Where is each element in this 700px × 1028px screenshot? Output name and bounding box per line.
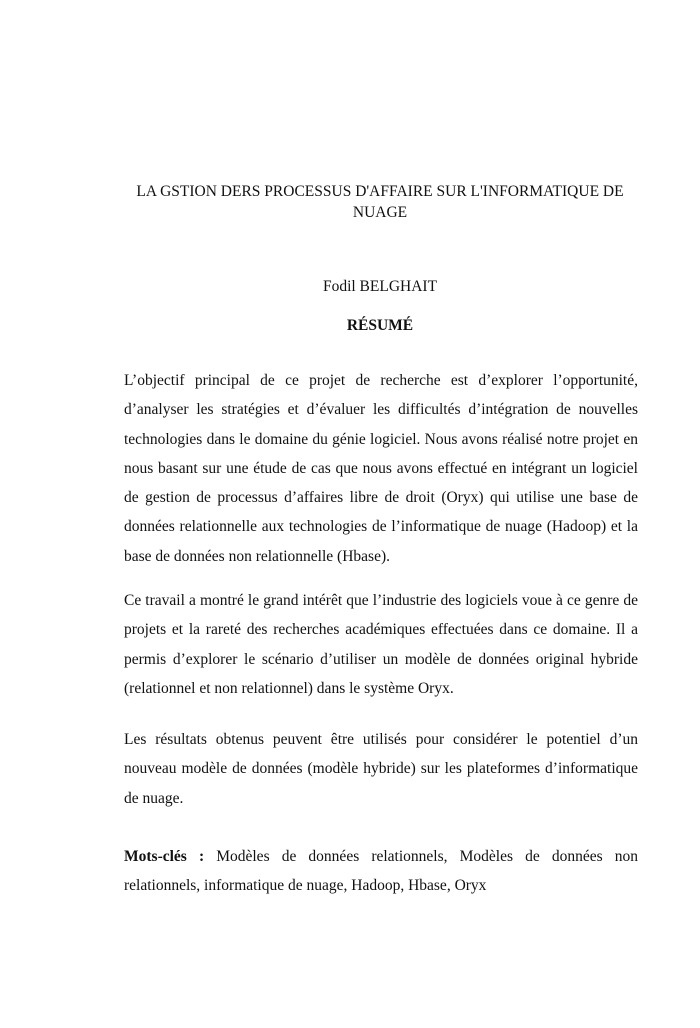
abstract-paragraph-3: Les résultats obtenus peuvent être utilisés pour considérer le potentiel d’un nouveau modèle de données (modèle hybride) sur les plateformes d’informatique de nuage. [124,731,638,807]
document-title: LA GSTION DERS PROCESSUS D'AFFAIRE SUR L'INFORMATIQUE DE NUAGE [136,183,624,221]
keywords-paragraph [124,842,638,901]
keywords-label: Mots-clés : [124,848,205,865]
keywords-text: Modèles de données relationnels, Modèles de données non relationnels, informatique de nuage, Hadoop, Hbase, Oryx [124,848,638,895]
abstract-paragraph-1: L’objectif principal de ce projet de recherche est d’explorer l’opportunité, d’analyser les stratégies et d’évaluer les difficultés d’intégration de nouvelles technologies dans le domaine du génie logiciel. Nous avons réalisé notre projet en nous basant sur une étude de cas que nous avons effectué en intégrant un logiciel de gestion de processus d’affaires libre de droit (Oryx) qui utilise une base de données relationnelle aux technologies de l’informatique de nuage (Hadoop) et la base de données non relationnelle (Hbase). [124,372,638,565]
author-name: Fodil BELGHAIT [322,278,438,295]
abstract-heading: RÉSUMÉ [346,317,414,334]
abstract-paragraph-2: Ce travail a montré le grand intérêt que l’industrie des logiciels voue à ce genre de projets et la rareté des recherches académiques effectuées dans ce domaine. Il a permis d’explorer le scénario d’utiliser un modèle de données original hybride (relationnel et non relationnel) dans le système Oryx. [124,592,638,697]
